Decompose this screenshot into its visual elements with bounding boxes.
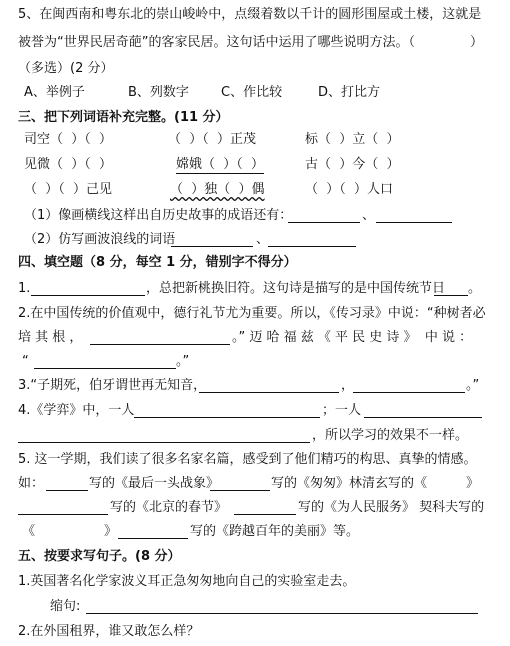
q5-option-c: C、作比较: [221, 85, 283, 100]
idiom-4: 见微（ ）（ ）: [24, 157, 113, 172]
q4-5-line3b: 写的《为人民服务》 契科夫写的: [298, 500, 485, 515]
separator: 、: [256, 232, 270, 247]
answer-blank: [364, 404, 482, 418]
answer-line: [86, 600, 478, 614]
q5-2-text: 2.在外国租界，谁又敢怎么样？: [18, 624, 200, 639]
answer-blank: [353, 379, 465, 393]
answer-blank: [199, 379, 339, 393]
idiom-6: 古（ ）今（ ）: [305, 157, 400, 172]
q4-5-line2a: 如：: [18, 476, 45, 491]
idiom-9: （ ）（ ）人口: [305, 182, 394, 197]
q4-1-end: 。: [468, 281, 482, 296]
answer-blank: [46, 477, 88, 491]
q4-2-line2b: 。” 迈 哈 福 兹 《 平 民 史 诗 》 中 说 ：: [232, 330, 473, 345]
q4-5-line2c: 写的《匆匆》林清玄写的《: [271, 476, 428, 491]
q4-1-number: 1.: [18, 281, 31, 296]
q4-3-comma: ，: [341, 378, 355, 393]
answer-blank: [268, 233, 356, 247]
q5-answer-close: ）: [470, 35, 484, 50]
answer-blank: [376, 209, 452, 223]
answer-blank: [234, 501, 296, 515]
answer-blank: [90, 331, 230, 345]
q4-2-line2a: 培 其 根 ，: [18, 330, 83, 345]
q4-5-line4a: 《: [22, 524, 36, 539]
q5-line3: （多选）(2 分）: [18, 61, 114, 76]
answer-blank: [31, 282, 145, 296]
idiom-1: 司空（ ）（ ）: [24, 132, 113, 147]
section-5-heading: 五、按要求写句子。(8 分）: [18, 549, 181, 564]
q4-5-line4b: 》: [104, 524, 118, 539]
separator: 、: [362, 208, 376, 223]
answer-blank: [34, 355, 176, 369]
sub-question-1: （1）像画横线这样出自历史故事的成语还有：: [24, 208, 293, 223]
q5-line2: 被誉为“世界民居奇葩”的客家民居。这句话中运用了哪些说明方法。（: [18, 35, 415, 50]
idiom-3: 标（ ）立（ ）: [305, 132, 400, 147]
q5-1-label: 缩句:: [50, 599, 81, 614]
answer-blank: [18, 501, 108, 515]
answer-blank: [171, 233, 253, 247]
answer-blank: [18, 429, 310, 443]
answer-blank: [210, 477, 270, 491]
q4-2-line3a: “: [22, 354, 29, 369]
section-4-heading: 四、填空题（8 分，每空 1 分，错别字不得分）: [18, 255, 297, 270]
q5-option-b: B、列数字: [128, 85, 189, 100]
q4-5-line4c: 写的《跨越百年的美丽》等。: [190, 524, 360, 539]
q4-3-start: 3.“子期死，伯牙谓世再无知音，: [18, 378, 207, 393]
q4-3-end: 。”: [466, 378, 480, 393]
q5-option-d: D、打比方: [318, 85, 381, 100]
q4-5-line2b: 写的《最后一头战象》: [89, 476, 220, 491]
q5-1-text: 1.英国著名化学家波义耳正急匆匆地向自己的实验室走去。: [18, 574, 356, 589]
sub-question-2: （2）仿写画波浪线的词语: [24, 232, 176, 247]
q5-option-a: A、举例子: [24, 85, 85, 100]
q4-5-line2d: 》: [466, 476, 480, 491]
q4-5-line3a: 写的《北京的春节》: [110, 500, 228, 515]
idiom-5-underlined: 嫦娥（ ）（ ）: [176, 157, 265, 172]
answer-blank: [118, 525, 188, 539]
idiom-2: （ ）（ ）正茂: [168, 132, 257, 147]
q5-line1: 5、在闽西南和粤东北的崇山峻岭中，点缀着数以千计的圆形围屋或土楼，这就是: [18, 7, 482, 22]
q4-5-line1: 5. 这一学期，我们读了很多名家名篇，感受到了他们精巧的构思、真挚的情感。: [18, 452, 477, 467]
q4-4-line2: ，所以学习的效果不一样。: [312, 428, 469, 443]
answer-blank: [288, 209, 360, 223]
q4-4-mid: ；一人: [322, 403, 362, 418]
section-3-heading: 三、把下列词语补充完整。(11 分）: [18, 110, 229, 125]
answer-blank: [434, 282, 468, 296]
q4-4-start: 4.《学弈》中，一人: [18, 403, 135, 418]
answer-blank: [134, 404, 320, 418]
q4-2-line1: 2.在中国传统的价值观中，德行礼节尤为重要。所以，《传习录》中说：“种树者必: [18, 306, 486, 321]
q4-2-line3b: 。”: [176, 354, 190, 369]
idiom-7: （ ）（ ）己见: [24, 182, 113, 197]
idiom-8-wavy: （ ）独（ ）偶: [170, 182, 265, 197]
q4-1-text: ，总把新桃换旧符。这句诗是描写的是中国传统节日: [146, 281, 446, 296]
